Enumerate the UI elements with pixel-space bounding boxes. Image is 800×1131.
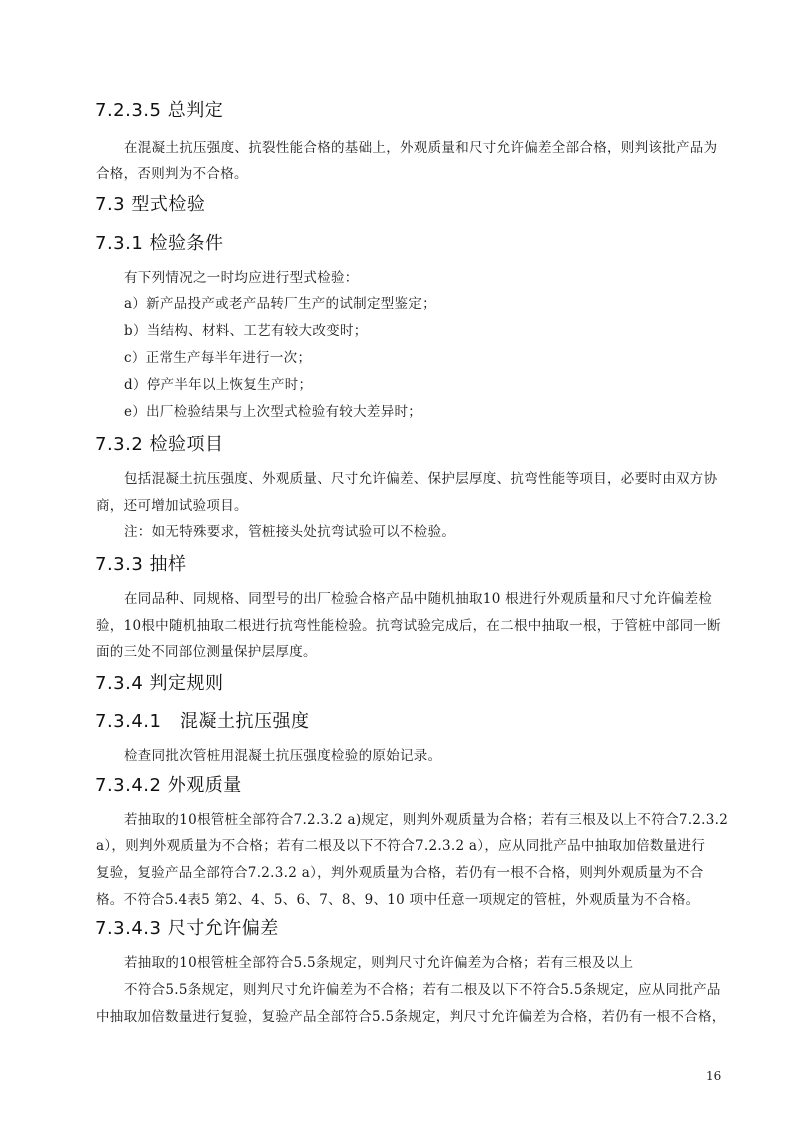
- paragraph-line: a），则判外观质量为不合格；若有二根及以下不符合7.2.3.2 a），应从同批产品中抽取加倍数量进行: [96, 838, 706, 854]
- heading-7-2-3-5: 7.2.3.5 总判定: [95, 100, 224, 121]
- heading-7-3-4-1: 7.3.4.1 混凝土抗压强度: [95, 711, 310, 732]
- heading-7-3-4: 7.3.4 判定规则: [95, 673, 224, 694]
- paragraph-line: 检查同批次管桩用混凝土抗压强度检验的原始记录。: [124, 748, 442, 764]
- paragraph-line: 不符合5.5条规定，则判尺寸允许偏差为不合格；若有二根及以下不符合5.5条规定，应从同批产品: [124, 982, 721, 998]
- paragraph-line: 商，还可增加试验项目。: [96, 498, 248, 514]
- list-item: a）新产品投产或老产品转厂生产的试制定型鉴定；: [124, 296, 436, 312]
- heading-7-3: 7.3 型式检验: [95, 194, 206, 215]
- paragraph-line: 若抽取的10根管桩全部符合7.2.3.2 a)规定，则判外观质量为合格；若有三根及以上不符合7.2.3.2: [124, 812, 729, 828]
- paragraph-line: 合格，否则判为不合格。: [96, 166, 248, 182]
- paragraph-line: 复验，复验产品全部符合7.2.3.2 a），判外观质量为合格，若仍有一根不合格，则判外观质量为不合: [96, 865, 704, 881]
- note-line: 注：如无特殊要求，管桩接头处抗弯试验可以不检验。: [124, 524, 456, 540]
- list-item: c）正常生产每半年进行一次；: [124, 350, 312, 366]
- list-item: b）当结构、材料、工艺有较大改变时；: [124, 323, 368, 339]
- paragraph-line: 中抽取加倍数量进行复验，复验产品全部符合5.5条规定，判尺寸允许偏差为合格，若仍有一根不合格，: [96, 1009, 726, 1025]
- heading-7-3-2: 7.3.2 检验项目: [95, 434, 224, 455]
- paragraph-line: 若抽取的10根管桩全部符合5.5条规定，则判尺寸允许偏差为合格；若有三根及以上: [124, 955, 634, 971]
- paragraph-line: 格。不符合5.4表5 第2、4、5、6、7、8、9、10 项中任意一项规定的管桩，外观质量为不合格。: [96, 892, 700, 908]
- list-item: e）出厂检验结果与上次型式检验有较大差异时；: [124, 404, 423, 420]
- paragraph-line: 验，10根中随机抽取二根进行抗弯性能检验。抗弯试验完成后，在二根中抽取一根，于管桩中部同一断: [96, 618, 721, 634]
- paragraph-line: 在同品种、同规格、同型号的出厂检验合格产品中随机抽取10 根进行外观质量和尺寸允许偏差检: [124, 591, 713, 607]
- heading-7-3-1: 7.3.1 检验条件: [95, 233, 224, 254]
- heading-7-3-4-3: 7.3.4.3 尺寸允许偏差: [95, 918, 279, 939]
- page-number: 16: [706, 1069, 722, 1083]
- paragraph-line: 有下列情况之一时均应进行型式检验：: [124, 270, 359, 286]
- paragraph-line: 面的三处不同部位测量保护层厚度。: [96, 644, 317, 660]
- heading-7-3-4-2: 7.3.4.2 外观质量: [95, 775, 242, 796]
- list-item: d）停产半年以上恢复生产时；: [124, 377, 313, 393]
- paragraph-line: 在混凝土抗压强度、抗裂性能合格的基础上，外观质量和尺寸允许偏差全部合格，则判该批产品为: [124, 140, 718, 156]
- heading-7-3-3: 7.3.3 抽样: [95, 554, 187, 575]
- paragraph-line: 包括混凝土抗压强度、外观质量、尺寸允许偏差、保护层厚度、抗弯性能等项目，必要时由双方协: [124, 471, 718, 487]
